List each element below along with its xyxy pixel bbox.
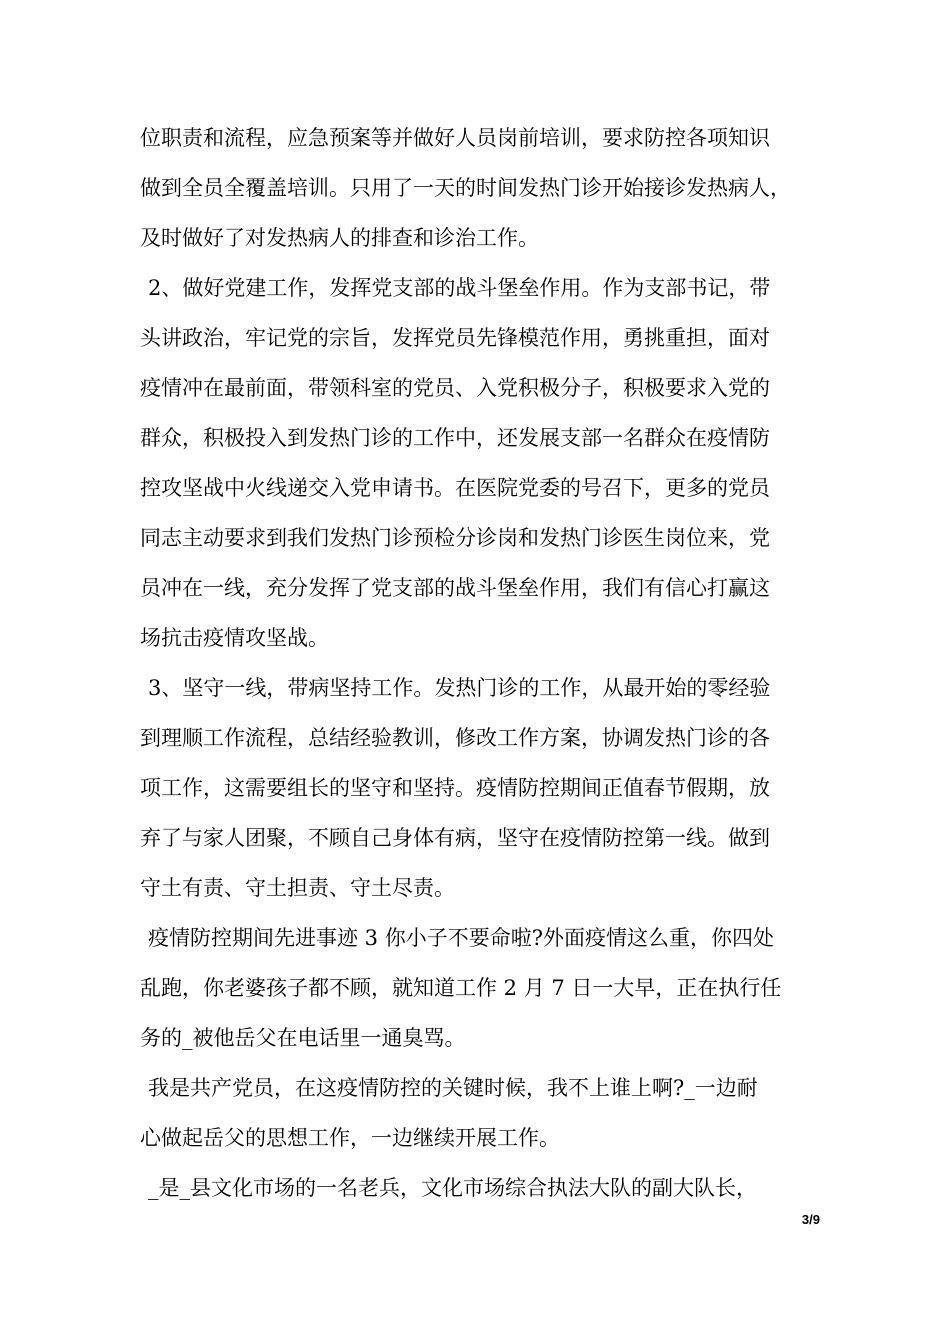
text-line: 同志主动要求到我们发热门诊预检分诊岗和发热门诊医生岗位来，党 [140, 526, 770, 550]
text-line: 务的_被他岳父在电话里一通臭骂。 [140, 1026, 466, 1050]
text-line: 心做起岳父的思想工作，一边继续开展工作。 [140, 1126, 560, 1150]
text-line: 我是共产党员，在这疫情防控的关键时候，我不上谁上啊?_一边耐 [148, 1076, 758, 1100]
text-line: 3、坚守一线，带病坚持工作。发热门诊的工作，从最开始的零经验 [148, 676, 771, 700]
text-line: 及时做好了对发热病人的排查和诊治工作。 [140, 226, 539, 250]
text-line: 疫情防控期间先进事迹 3 你小子不要命啦?外面疫情这么重，你四处 [148, 926, 774, 950]
page-number: 3/9 [801, 1212, 820, 1227]
text-line: 疫情冲在最前面，带领科室的党员、入党积极分子，积极要求入党的 [140, 376, 770, 400]
text-line: 位职责和流程，应急预案等并做好人员岗前培训，要求防控各项知识 [140, 126, 770, 150]
text-line: 控攻坚战中火线递交入党申请书。在医院党委的号召下，更多的党员 [140, 476, 770, 500]
text-line: 场抗击疫情攻坚战。 [140, 626, 329, 650]
text-line: 项工作，这需要组长的坚守和坚持。疫情防控期间正值春节假期，放 [140, 776, 770, 800]
text-line: 乱跑，你老婆孩子都不顾，就知道工作 2 月 7 日一大早，正在执行任 [140, 976, 782, 1000]
text-line: 群众，积极投入到发热门诊的工作中，还发展支部一名群众在疫情防 [140, 426, 770, 450]
text-line: 员冲在一线，充分发挥了党支部的战斗堡垒作用，我们有信心打赢这 [140, 576, 770, 600]
text-line: 到理顺工作流程，总结经验教训，修改工作方案，协调发热门诊的各 [140, 726, 770, 750]
text-line: 头讲政治，牢记党的宗旨，发挥党员先锋模范作用，勇挑重担，面对 [140, 326, 770, 350]
text-line: 守土有责、守土担责、守土尽责。 [140, 876, 455, 900]
text-line: 弃了与家人团聚，不顾自己身体有病，坚守在疫情防控第一线。做到 [140, 826, 770, 850]
text-line: 2、做好党建工作，发挥党支部的战斗堡垒作用。作为支部书记，带 [148, 276, 771, 300]
text-line: _是_县文化市场的一名老兵，文化市场综合执法大队的副大队长， [148, 1176, 757, 1200]
document-body [140, 113, 830, 1213]
text-line: 做到全员全覆盖培训。只用了一天的时间发热门诊开始接诊发热病人， [140, 176, 791, 200]
